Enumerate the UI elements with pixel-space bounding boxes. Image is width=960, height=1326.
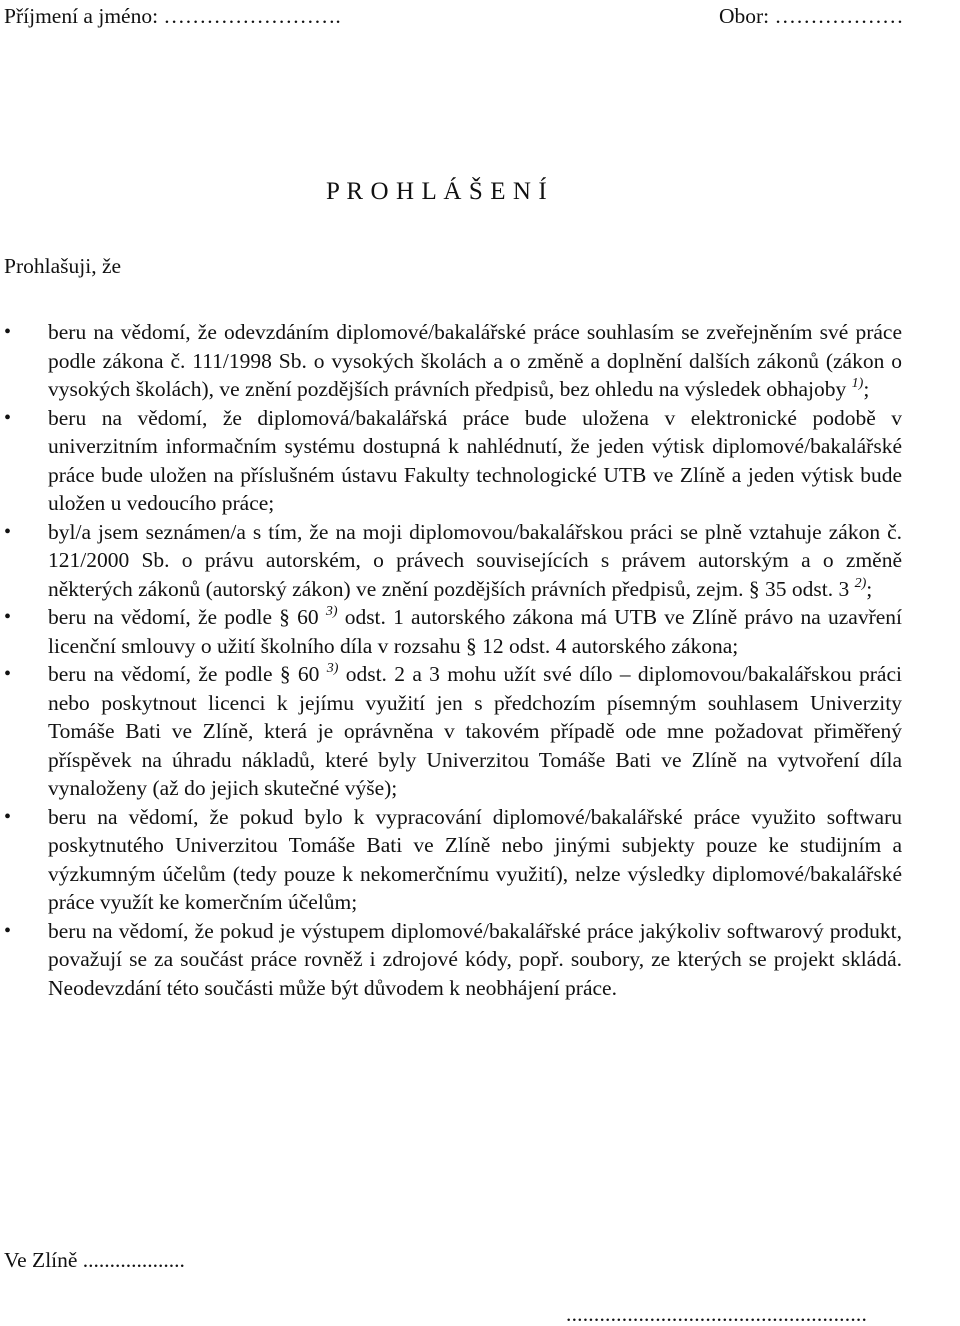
study-field-label: Obor: ………………	[719, 4, 904, 28]
bullet-icon: •	[4, 805, 12, 828]
footnote-ref: 3)	[325, 604, 338, 619]
bullet-icon: •	[4, 606, 12, 628]
bullet-icon: •	[4, 919, 12, 942]
item-text: beru na vědomí, že diplomová/bakalářská práce bude uložena v elektronické podobě v univerzitním informačním systému dostupná k nahlédnutí, že jeden výtisk diplomové/bakalářské práce bude uložen na příslušném ústavu Fakulty technologické UTB ve Zlíně a jeden výtisk bude uložen u vedoucího práce;	[48, 405, 902, 515]
item-text: beru na vědomí, že pokud bylo k vypracování diplomové/bakalářské práce využito softwaru poskytnutého Univerzitou Tomáše Bati ve Zlíně nebo jinými subjekty pouze ke studijním a výzkumným účelům (tedy pouze k nekomerčnímu využití), nelze výsledky diplomové/bakalářské práce využít ke komerčním účelům;	[48, 804, 902, 914]
item-text-end: odst. 2 a 3 mohu užít své dílo – diplomovou/bakalářskou práci nebo poskytnout licenci k jejímu využití jen s předchozím písemným souhlasem Univerzity Tomáše Bati ve Zlíně, která je oprávněna v takovém případě ode mne požadovat přiměřený příspěvek na úhradu nákladů, které byly Univerzitou Tomáše Bati ve Zlíně na vytvoření díla vynaloženy (až do jejich skutečné výše);	[48, 662, 902, 800]
bullet-icon: •	[4, 663, 12, 685]
declaration-item	[0, 318, 902, 404]
item-text-end: ;	[866, 576, 873, 601]
name-field-label: Příjmení a jméno: …………………….	[4, 4, 341, 28]
declaration-item	[0, 603, 902, 660]
footnote-ref: 3)	[326, 661, 339, 676]
declaration-item	[0, 803, 902, 917]
footnote-ref: 1)	[851, 376, 864, 391]
bullet-icon: •	[4, 406, 12, 429]
item-text-end: ;	[863, 377, 870, 401]
document-title: P R O H L Á Š E N Í	[326, 178, 548, 205]
footnote-ref: 2)	[854, 575, 867, 591]
item-text-end: odst. 1 autorského zákona má UTB ve Zlíně právo na uzavření licenční smlouvy o užití školního díla v rozsahu § 12 odst. 4 autorského zákona;	[48, 605, 902, 658]
declaration-list	[0, 318, 960, 1002]
declaration-item	[0, 404, 902, 518]
bullet-icon: •	[4, 321, 12, 343]
item-text: beru na vědomí, že podle § 60	[48, 605, 326, 629]
intro-text: Prohlašuji, že	[4, 254, 122, 278]
signature-line: ......................................................	[566, 1302, 868, 1326]
item-text: byl/a jsem seznámen/a s tím, že na moji diplomovou/bakalářskou práci se plně vztahuje zákon č. 121/2000 Sb. o právu autorském, o právech souvisejících s právem autorským a o změně některých zákonů (autorský zákon) ve znění pozdějších právních předpisů, zejm. § 35 odst. 3	[48, 519, 902, 601]
declaration-item	[0, 518, 902, 604]
item-text: beru na vědomí, že odevzdáním diplomové/bakalářské práce souhlasím se zveřejněním své práce podle zákona č. 111/1998 Sb. o vysokých školách a o změně a doplnění dalších zákonů (zákon o vysokých školách), ve znění pozdějších právních předpisů, bez ohledu na výsledek obhajoby	[48, 320, 902, 401]
place-date-line: Ve Zlíně ...................	[4, 1248, 185, 1272]
item-text: beru na vědomí, že podle § 60	[48, 662, 327, 686]
declaration-item	[0, 917, 902, 1003]
item-text: beru na vědomí, že pokud je výstupem diplomové/bakalářské práce jakýkoliv softwarový produkt, považují se za součást práce rovněž i zdrojové kódy, popř. soubory, ze kterých se projekt skládá. Neodevzdání této součásti může být důvodem k neobhájení práce.	[48, 918, 902, 1000]
declaration-item	[0, 660, 902, 803]
bullet-icon: •	[4, 520, 12, 543]
